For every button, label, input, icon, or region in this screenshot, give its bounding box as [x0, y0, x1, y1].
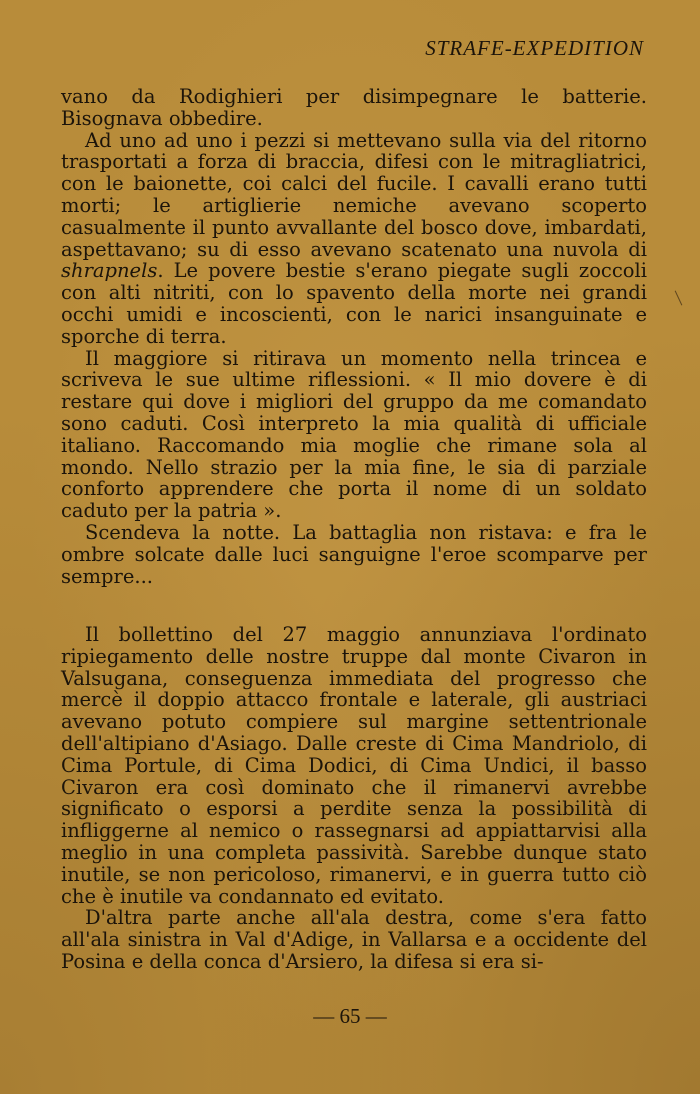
paragraph: Il maggiore si ritirava un momento nella trincea e scriveva le sue ultime riflessioni. « Il mio dovere è di restare qui dove i migliori del gruppo da me comandato sono caduti. Così interpreto la mia qualità di ufficiale italiano. Raccomando mia moglie che rimane sola al mondo. Nello strazio per la mia fine, le sia di parziale conforto apprendere che porta il nome di un soldato caduto per la patria ». [61, 346, 647, 523]
italic-term: shrapnels [61, 259, 158, 283]
body-section-2 [61, 624, 647, 973]
margin-pencil-mark [675, 291, 683, 306]
running-header: STRAFE-EXPEDITION [425, 36, 644, 60]
paragraph: Scendeva la notte. La battaglia non ristava: e fra le ombre solcate dalle luci sanguigne l'eroe scomparve per sempre... [61, 520, 647, 588]
paragraph: D'altra parte anche all'ala destra, come s'era fatto all'ala sinistra in Val d'Adige, in Vallarsa e a occidente del Posina e della conca d'Arsiero, la difesa si era si- [61, 906, 647, 973]
body-section-1 [61, 86, 647, 587]
paragraph: vano da Rodighieri per disimpegnare le batterie. Bisognava obbedire. [61, 85, 647, 130]
paragraph: Il bollettino del 27 maggio annunziava l'ordinato ripiegamento delle nostre truppe dal monte Civaron in Valsugana, conseguenza immediata del progresso che mercè il doppio attacco frontale e laterale, gli austriaci avevano potuto compiere sul margine settentrionale dell'altipiano d'Asiago. Dalle creste di Cima Mandriolo, di Cima Portule, di Cima Dodici, di Cima Undici, il basso Civaron era così dominato che il rimanervi avrebbe significato o esporsi a perdite senza la possibilità di infliggerne al nemico o rassegnarsi ad appiattarvisi alla meglio in una completa passività. Sarebbe dunque stato inutile, se non pericoloso, rimanervi, e in guerra tutto ciò che è inutile va condannato ed evitato. [61, 623, 647, 908]
page-number: — 65 — [313, 1004, 387, 1028]
paragraph: Ad uno ad uno i pezzi si mettevano sulla via del ritorno trasportati a forza di braccia, difesi con le mitragliatrici, con le baionette, coi calci del fucile. I cavalli erano tutti morti; le artiglierie nemiche avevano scoperto casualmente il punto avvallante del bosco dove, imbardati, aspettavano; su di esso avevano scatenato una nuvola di shrapnels. Le povere bestie s'erano piegate sugli zoccoli con alti nitriti, con lo spavento della morte nei grandi occhi umidi e incoscienti, con le narici insanguinate e sporche di terra. [61, 128, 647, 348]
